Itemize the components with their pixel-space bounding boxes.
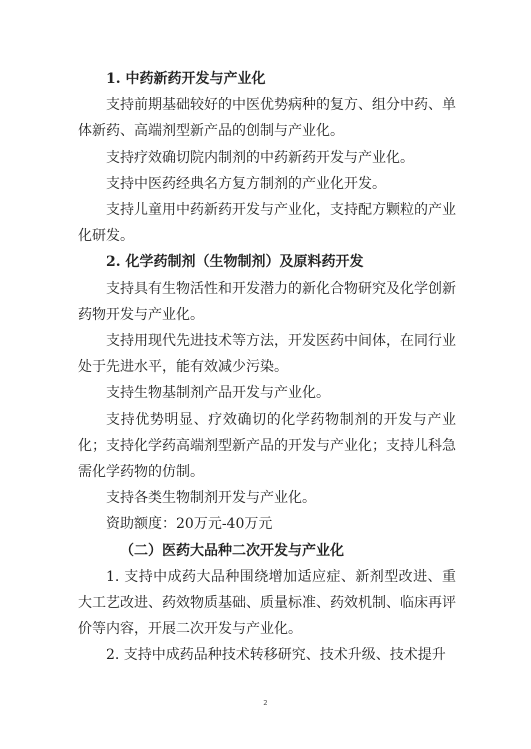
paragraph-new-compounds: 支持具有生物活性和开发潜力的新化合物研究及化学创新药物开发与产业化。 [78, 280, 456, 323]
heading-chemical-drugs: 2. 化学药制剂（生物制剂）及原料药开发 [106, 254, 364, 271]
paragraph-funding-amount: 资助额度：20万元-40万元 [106, 516, 273, 533]
paragraph-classic-prescriptions: 支持中医药经典名方复方制剂的产业化开发。 [106, 175, 386, 192]
heading-section-two: （二）医药大品种二次开发与产业化 [120, 542, 344, 559]
page-number: 2 [263, 699, 268, 707]
paragraph-chemical-preparations: 支持优势明显、疗效确切的化学药物制剂的开发与产业化；支持化学药高端剂型新产品的开发与产业化；支持儿科急需化学药物的仿制。 [78, 411, 456, 481]
paragraph-biologics: 支持各类生物制剂开发与产业化。 [106, 490, 316, 507]
paragraph-secondary-development: 1. 支持中成药大品种围绕增加适应症、新剂型改进、重大工艺改进、药效物质基础、质量标准、药效机制、临床再评价等内容，开展二次开发与产业化。 [78, 568, 456, 638]
document-body [78, 66, 456, 669]
paragraph-hospital-preparations: 支持疗效确切院内制剂的中药新药开发与产业化。 [106, 149, 414, 166]
paragraph-pediatric-tcm: 支持儿童用中药新药开发与产业化，支持配方颗粒的产业化研发。 [78, 202, 456, 245]
paragraph-compound-formulas: 支持前期基础较好的中医优势病种的复方、组分中药、单体新药、高端剂型新产品的创制与产业化。 [78, 97, 456, 140]
paragraph-bio-based: 支持生物基制剂产品开发与产业化。 [106, 385, 330, 402]
paragraph-technology-transfer: 2. 支持中成药品种技术转移研究、技术升级、技术提升 [106, 647, 446, 664]
heading-tcm-new-drugs: 1. 中药新药开发与产业化 [106, 71, 266, 87]
paragraph-intermediates: 支持用现代先进技术等方法，开发医药中间体，在同行业处于先进水平，能有效减少污染。 [78, 333, 456, 376]
